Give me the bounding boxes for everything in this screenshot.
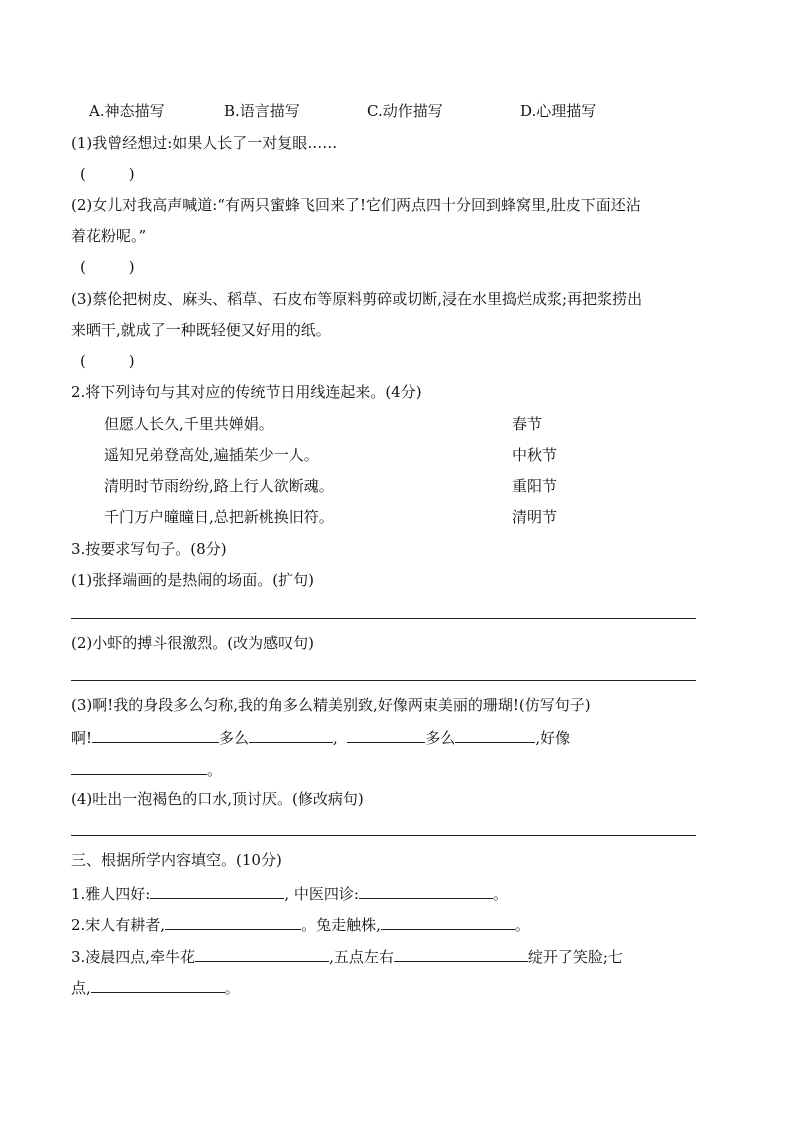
imitation-text-a: 啊! [71, 729, 93, 747]
sec3-line-1 [71, 883, 508, 903]
sec3-l2-text-b: 。兔走触株, [301, 916, 381, 934]
imitation-text-d: 多么 [425, 729, 456, 747]
blank[interactable] [249, 727, 333, 743]
q3-sentence-4: (4)吐出一泡褐色的口水,顶讨厌。(修改病句) [71, 790, 364, 808]
poem-3[interactable]: 清明时节雨纷纷,路上行人欲断魂。 [104, 477, 334, 495]
q1-sentence-2-line1: (2)女儿对我高声喊道:“有两只蜜蜂飞回来了!它们两点四十分回到蜂窝里,肚皮下面还沾 [71, 196, 641, 214]
blank[interactable] [359, 883, 493, 899]
festival-2[interactable]: 中秋节 [512, 446, 558, 464]
answer-line-1[interactable] [71, 618, 696, 619]
sec3-line-4 [71, 977, 240, 997]
sec3-line-2 [71, 914, 530, 934]
blank[interactable] [165, 914, 301, 930]
poem-2[interactable]: 遥知兄弟登高处,遍插茱少一人。 [104, 446, 319, 464]
q3-imitation-line-2 [71, 759, 222, 779]
q3-imitation-line [71, 727, 570, 747]
answer-line-3[interactable] [71, 835, 696, 836]
imitation-text-c: , [333, 729, 338, 747]
blank[interactable] [347, 727, 425, 743]
blank[interactable] [381, 914, 515, 930]
q2-title: 2.将下列诗句与其对应的传统节日用线连起来。(4分) [71, 383, 422, 401]
section-3-title: 三、根据所学内容填空。(10分) [71, 851, 282, 869]
q1-sentence-3-line2: 来晒干,就成了一种既轻便又好用的纸。 [71, 321, 331, 339]
imitation-end: 。 [207, 761, 223, 779]
option-d: D.心理描写 [520, 102, 597, 120]
imitation-text-e: ,好像 [535, 729, 571, 747]
sec3-l1-text-a: 1.雅人四好: [71, 885, 151, 903]
sec3-l1-end: 。 [492, 885, 508, 903]
q1-sentence-1: (1)我曾经想过:如果人长了一对复眼…… [71, 134, 338, 152]
blank[interactable] [71, 759, 207, 775]
sec3-line-3 [71, 946, 623, 966]
poem-1[interactable]: 但愿人长久,千里共婵娟。 [104, 415, 274, 433]
sec3-l3-text-a: 3.凌晨四点,牵牛花 [71, 948, 196, 966]
sec3-l4-text-a: 点, [71, 979, 91, 997]
imitation-text-b: 多么 [219, 729, 250, 747]
sec3-l3-text-b: ,五点左右 [329, 948, 394, 966]
festival-1[interactable]: 春节 [512, 415, 543, 433]
option-c: C.动作描写 [367, 102, 443, 120]
sec3-l4-end: 。 [224, 979, 240, 997]
q3-sentence-3: (3)啊!我的身段多么匀称,我的角多么精美别致,好像两束美丽的珊瑚!(仿写句子) [71, 696, 591, 714]
sec3-l2-end: 。 [514, 916, 530, 934]
blank[interactable] [455, 727, 535, 743]
festival-4[interactable]: 清明节 [512, 508, 558, 526]
blank[interactable] [394, 946, 528, 962]
poem-4[interactable]: 千门万户曈曈日,总把新桃换旧符。 [104, 508, 334, 526]
answer-paren-3[interactable]: ( ) [80, 352, 135, 370]
answer-line-2[interactable] [71, 680, 696, 681]
q3-title: 3.按要求写句子。(8分) [71, 540, 227, 558]
answer-paren-1[interactable]: ( ) [80, 165, 135, 183]
q3-sentence-2: (2)小虾的搏斗很激烈。(改为感叹句) [71, 634, 314, 652]
q1-sentence-3-line1: (3)蔡伦把树皮、麻头、稻草、石皮布等原料剪碎或切断,浸在水里捣烂成浆;再把浆捞出 [71, 290, 643, 308]
option-b: B.语言描写 [224, 102, 300, 120]
blank[interactable] [92, 727, 219, 743]
festival-3[interactable]: 重阳节 [512, 477, 558, 495]
blank[interactable] [91, 977, 225, 993]
blank[interactable] [195, 946, 329, 962]
q3-sentence-1: (1)张择端画的是热闹的场面。(扩句) [71, 571, 314, 589]
blank[interactable] [150, 883, 284, 899]
sec3-l2-text-a: 2.宋人有耕者, [71, 916, 166, 934]
answer-paren-2[interactable]: ( ) [80, 258, 135, 276]
sec3-l3-text-c: 绽开了笑脸;七 [527, 948, 623, 966]
option-a: A.神态描写 [89, 102, 165, 120]
sec3-l1-text-b: , 中医四诊: [284, 885, 359, 903]
q1-sentence-2-line2: 着花粉呢。” [71, 227, 147, 245]
